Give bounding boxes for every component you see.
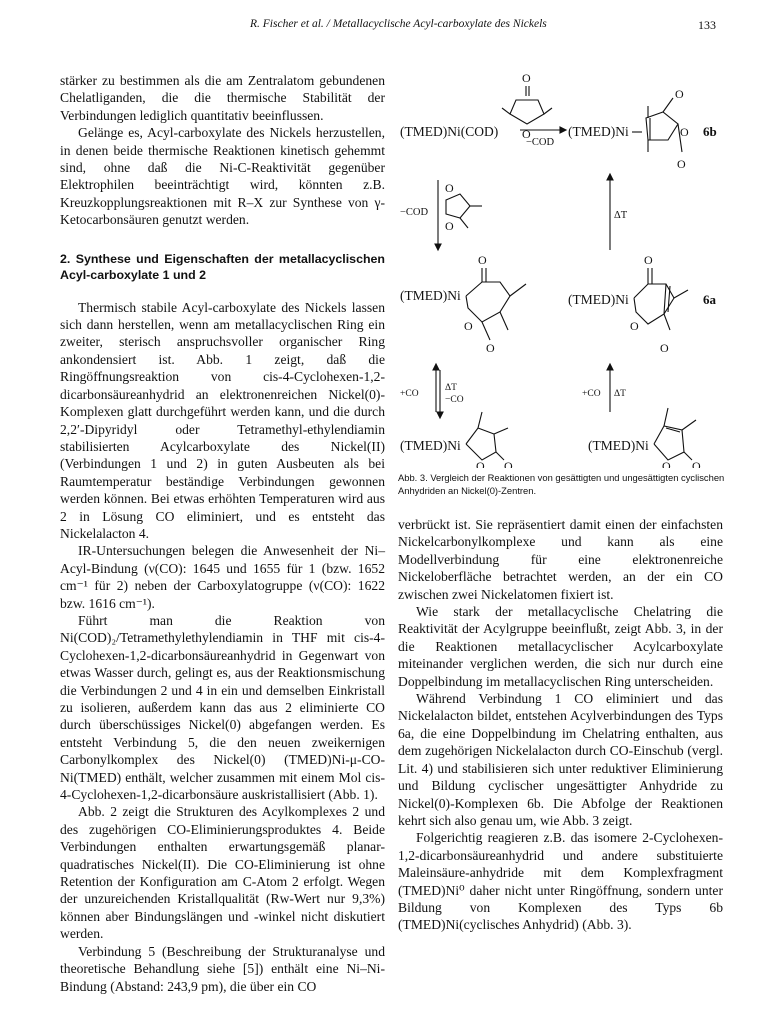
atom-label: O xyxy=(504,459,513,468)
compound-number: 6a xyxy=(703,292,716,307)
complex-label: (TMED)Ni xyxy=(568,292,629,307)
atom-label: O xyxy=(522,127,531,141)
anhydride-reagent-mid xyxy=(445,181,482,233)
paragraph: Abb. 2 zeigt die Strukturen des Acylkomplexes 2 und des zugehörigen CO-Eliminierungsproduktes 4. Beide Verbindungen enthalten erwartungsgemäß planar-quadratisches Nickel(II). Die CO-Eliminierung ist ohne Retention der Konfiguration am C-Atom 2 erfolgt. Wegen der unzureichenden Kristallqualität (Rw-Wert nur 9,3%) können aber Bindungslängen und -winkel nicht diskutiert werden. xyxy=(60,804,385,942)
paragraph: Verbindung 5 (Beschreibung der Strukturanalyse und theoretische Behandlung siehe [5]) enthält eine Ni–Ni-Bindung (Abstand: 243,9 pm), die über ein CO xyxy=(60,943,385,994)
reaction-scheme-figure xyxy=(398,68,728,468)
paragraph: Wie stark der metallacyclische Chelatring die Reaktivität der Acylgruppe beeinflußt, zeigt Abb. 3, in der die Reaktionen metallacyclischer Acylcarboxylate miteinander verglichen werden, die sich nur durch eine Doppelbindung im metallacyclischen Ring unterscheiden. xyxy=(398,604,723,689)
nickelalacton-ring-bottom-left xyxy=(466,412,513,468)
page-header xyxy=(0,18,776,38)
atom-label: O xyxy=(445,181,454,195)
atom-label: O xyxy=(692,459,701,468)
paragraph: Gelänge es, Acyl-carboxylate des Nickels herzustellen, in denen beide thermische Reaktionen kinetisch gehemmt sind, ohne daß die Ni-C-Reaktivität gegenüber Elektrophilen beeinträchtigt wird, könnten z.B. Kreuzkopplungsreaktionen mit R–X zur Synthese von γ-Ketocarbonsäuren genutzt werden. xyxy=(60,125,385,228)
atom-label: O xyxy=(522,71,531,85)
figure-caption: Abb. 3. Vergleich der Reaktionen von gesättigten und ungesättigten cyclischen Anhydriden an Nickel(0)-Zentren. xyxy=(398,472,725,496)
section-heading: 2. Synthese und Eigenschaften der metallacyclischen Acyl-carboxylate 1 und 2 xyxy=(60,251,385,282)
arrow-label: ΔT xyxy=(614,210,628,221)
paragraph: Führt man die Reaktion von Ni(COD)₂/Tetramethylethylendiamin in THF mit cis-4-Cyclohexen-1,2-dicarbonsäureanhydrid in Gegenwart von etwas Wasser durch, gelingt es, aus der Reaktionsmischung die Verbindungen 2 und 4 in ein und demselben Einkristall zu isolieren, außerdem kann das aus 2 eliminierte CO durch überschüssiges Nickel(0) abgefangen werden. Es entsteht Verbindung 5, die den neuen zweikernigen Carbonylkomplex des Nickel(0) (TMED)Ni-μ-CO-Ni(TMED) enthält, welcher zusammen mit einem Mol cis-4-Cyclohexen-1,2-dicarbonsäure auskristallisiert (Abb. 1). xyxy=(60,612,385,803)
nickelalacton-ring-bottom-right xyxy=(654,408,701,468)
arrow-label: −COD xyxy=(400,207,429,218)
page-number: 133 xyxy=(698,18,716,32)
paragraph: Während Verbindung 1 CO eliminiert und das Nickelalacton bildet, entstehen Acylverbindungen des Typs 6a, die eine Doppelbindung im Chelatring enthalten, aus dem zugehörigen Nickelalacton durch CO-Einschub (vergl. Lit. 4) und stabilisieren sich unter reduktiver Eliminierung und Bildung cyclischer ungesättigter Anhydride zu Nickel(0)-Komplexen 6b. Die Abfolge der Reaktionen kehrt sich also genau um, wie Abb. 3 zeigt. xyxy=(398,691,723,828)
complex-label: (TMED)Ni xyxy=(588,438,649,453)
atom-label: O xyxy=(660,341,669,355)
compound-number: 6b xyxy=(703,124,717,139)
atom-label: O xyxy=(476,459,485,468)
atom-label: O xyxy=(675,87,684,101)
paragraph: verbrückt ist. Sie repräsentiert damit einen der einfachsten Nickelcarbonylkomplexe und kann als eine Modellverbindung für eine elektronenreiche Nickeloberfläche betrachtet werden, an der ein CO zwischen zwei Nickelatomen fixiert ist. xyxy=(398,517,723,602)
atom-label: O xyxy=(486,341,495,355)
complex-label: (TMED)Ni xyxy=(568,124,629,139)
complex-label: (TMED)Ni xyxy=(400,288,461,303)
arrow-label: −CO xyxy=(445,395,464,405)
anhydride-ligand-6b xyxy=(632,87,689,171)
right-column xyxy=(398,516,723,934)
atom-label: O xyxy=(680,125,689,139)
atom-label: O xyxy=(464,319,473,333)
running-title: R. Fischer et al. / Metallacyclische Acyl-carboxylate des Nickels xyxy=(250,18,547,30)
left-column xyxy=(60,72,385,995)
atom-label: O xyxy=(644,253,653,267)
acyl-carboxylate-ring-mid-left xyxy=(464,253,526,355)
complex-label: (TMED)Ni xyxy=(400,438,461,453)
arrow-label: ΔT xyxy=(445,383,457,393)
arrow-label: +CO xyxy=(400,389,419,399)
arrow-label: ΔT xyxy=(614,389,626,399)
arrow-label: −COD xyxy=(526,137,555,148)
paragraph: Thermisch stabile Acyl-carboxylate des Nickels lassen sich dann herstellen, wenn am metallacyclischen Ring ein zweiter, sterisch anspruchsvoller organischer Ring ankondensiert ist. Abb. 1 zeigt, daß die Ringöffnungsreaktion von cis-4-Cyclohexen-1,2-dicarbonsäureanhydrid an elektronenreichen Nickel(0)-Komplexen glatt durchgeführt werden kann, und die durch 2,2′-Dipyridyl oder Tetramethyl-ethylendiamin stabilisierten Acylcarboxylate des Nickel(II) (Verbindungen 1 und 2) in guten Ausbeuten als bei Raumtemperatur beständige Verbindungen gewonnen werden können. Bei etwas erhöhten Temperaturen wird aus 2 in Lösung CO eliminiert, und es entsteht das Nickelalacton 4. xyxy=(60,299,385,541)
reaction-scheme-svg xyxy=(398,68,728,468)
atom-label: O xyxy=(445,219,454,233)
complex-label: (TMED)Ni(COD) xyxy=(400,124,499,139)
atom-label: O xyxy=(478,253,487,267)
acyl-carboxylate-ring-mid-right xyxy=(630,253,688,355)
paragraph: stärker zu bestimmen als die am Zentralatom gebundenen Chelatliganden, die die thermische Stabilität der Verbindungen lediglich quantitativ beeinflussen. xyxy=(60,73,385,123)
atom-label: O xyxy=(677,157,686,171)
atom-label: O xyxy=(662,459,671,468)
atom-label: O xyxy=(630,319,639,333)
paragraph: Folgerichtig reagieren z.B. das isomere 2-Cyclohexen-1,2-dicarbonsäureanhydrid und andere substituierte Maleinsäure-anhydride mit dem Komplexfragment (TMED)Ni⁰ daher nicht unter Ringöffnung, sondern unter Bildung von Komplexen des Typs 6b (TMED)Ni(cyclisches Anhydrid) (Abb. 3). xyxy=(398,830,723,933)
paragraph: IR-Untersuchungen belegen die Anwesenheit der Ni–Acyl-Bindung (ν(CO): 1645 und 1655 für 1 (bzw. 1652 cm⁻¹ für 2) neben der Carboxylatogruppe (ν(CO): 1622 bzw. 1616 cm⁻¹). xyxy=(60,543,385,611)
arrow-label: +CO xyxy=(582,389,601,399)
